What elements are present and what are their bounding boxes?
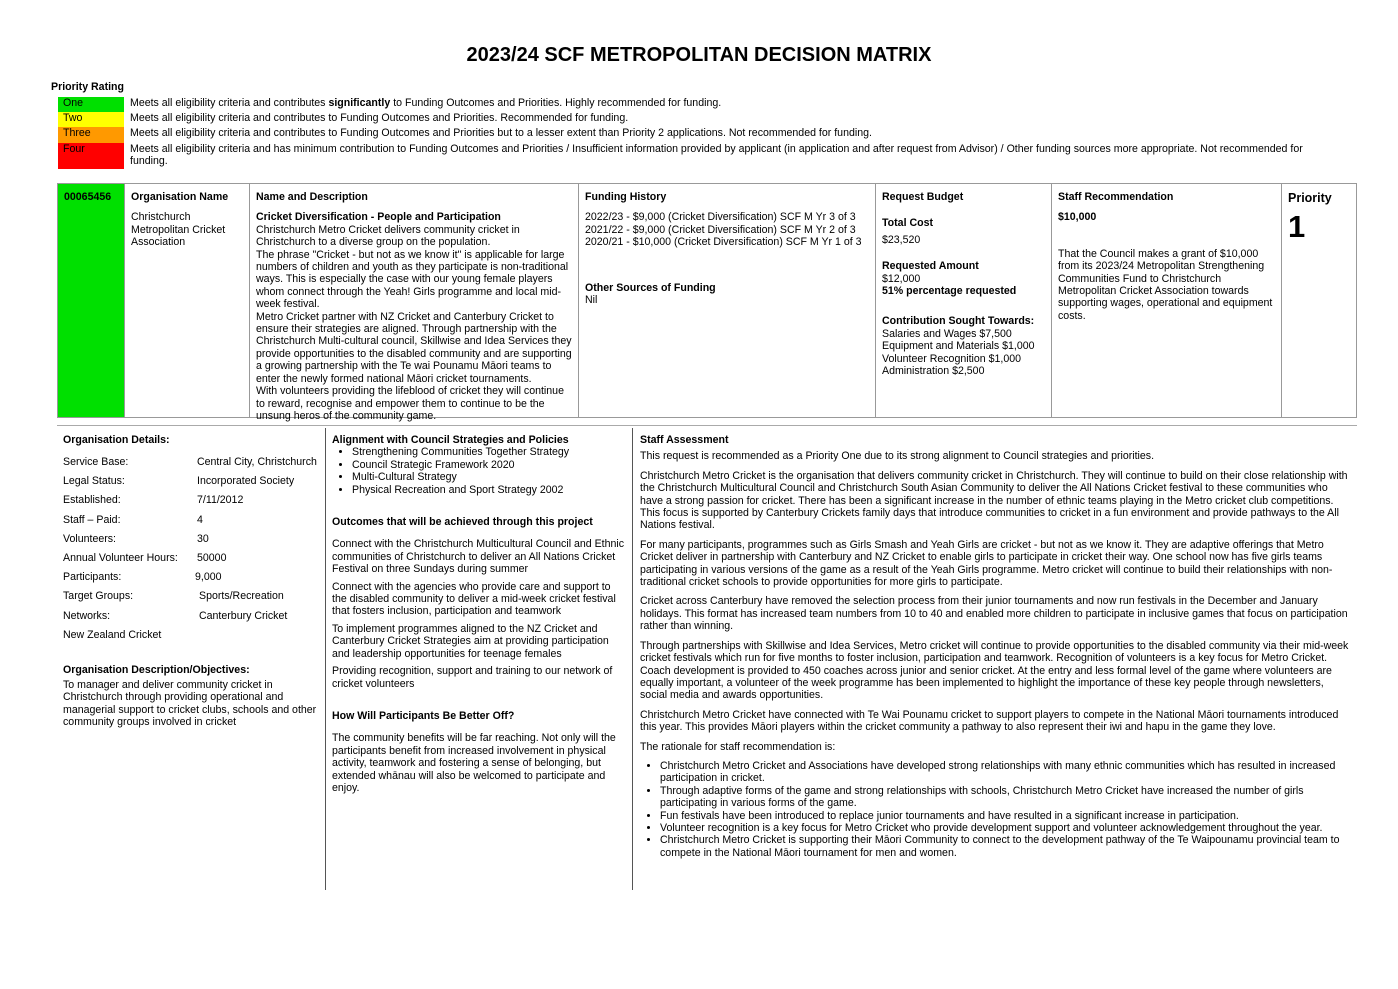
rationale-item: • Christchurch Metro Cricket and Associations have developed strong relationships with many ethnic communities which has resulted in increased participation in cricket.: [660, 760, 1352, 785]
org-detail-value: 30: [197, 532, 209, 545]
org-details-heading: Organisation Details:: [63, 434, 170, 446]
priority-text: Meets all eligibility criteria and contributes to Funding Outcomes and Priorities. Recommended for funding.: [130, 112, 629, 124]
application-id: 00065456: [64, 191, 112, 203]
org-description: To manager and deliver community cricket in Christchurch through providing operational and managerial support to cricket clubs, schools and other community groups involved in cricket: [63, 679, 317, 729]
staff-recommendation-text: That the Council makes a grant of $10,000 from its 2023/24 Metropolitan Strengthening Communities Fund to Christchurch Metropolitan Cricket Association towards supporting wages, operational and equipment costs.: [1058, 247, 1273, 322]
priority-header: Priority: [1288, 191, 1332, 205]
staff-recommendation-header: Staff Recommendation: [1058, 191, 1174, 203]
other-sources-value: Nil: [585, 294, 598, 307]
org-detail-label: Service Base:: [63, 456, 129, 468]
column-divider: [325, 428, 326, 890]
org-detail-value: 7/11/2012: [197, 494, 244, 507]
alignment-heading: Alignment with Council Strategies and Policies: [332, 434, 569, 446]
page-title: 2023/24 SCF METROPOLITAN DECISION MATRIX: [466, 44, 932, 66]
org-name-cell: [125, 184, 250, 417]
funding-history-cell: [579, 184, 876, 417]
org-description-heading: Organisation Description/Objectives:: [63, 664, 250, 676]
org-name-header: Organisation Name: [131, 191, 229, 203]
priority-rating-row: [58, 97, 1318, 112]
rationale-item: • Fun festivals have been introduced to replace junior tournaments and have resulted in a significant increase in participation.: [660, 810, 1352, 822]
strategy-list: [332, 446, 628, 496]
funding-history-header: Funding History: [585, 191, 667, 203]
contribution-item: Volunteer Recognition $1,000: [882, 352, 1022, 365]
org-detail-value: Central City, Christchurch: [197, 456, 317, 468]
priority-rating-heading: Priority Rating: [51, 81, 124, 93]
priority-swatch: Three: [58, 127, 124, 143]
outcome-item: Providing recognition, support and training to our network of cricket volunteers: [332, 665, 613, 690]
org-detail-value: Sports/Recreation: [199, 590, 284, 603]
outcomes-heading: Outcomes that will be achieved through this project: [332, 516, 593, 529]
priority-description: [124, 143, 1318, 169]
percentage-requested: 51% percentage requested: [882, 285, 1017, 298]
priority-cell: [1282, 184, 1356, 417]
strategy-item: • Physical Recreation and Sport Strategy 2002: [352, 484, 628, 496]
funding-history-entry: 2022/23 - $9,000 (Cricket Diversification) SCF M Yr 3 of 3: [585, 211, 856, 224]
networks-extra: New Zealand Cricket: [63, 629, 162, 641]
project-name: Cricket Diversification - People and Participation: [256, 211, 501, 224]
org-detail-label: Staff – Paid:: [63, 513, 121, 526]
staff-assessment-heading: Staff Assessment: [640, 434, 729, 446]
staff-recommendation-amount: $10,000: [1058, 211, 1097, 224]
strategy-item: • Strengthening Communities Together Strategy: [352, 446, 628, 458]
application-table: [57, 183, 1357, 422]
name-description-header: Name and Description: [256, 191, 368, 203]
requested-amount-label: Requested Amount: [882, 260, 979, 273]
org-detail-value: 4: [197, 513, 203, 526]
org-detail-value: Canterbury Cricket: [199, 609, 288, 622]
org-detail-label: Established:: [63, 494, 121, 507]
contribution-item: Administration $2,500: [882, 365, 985, 378]
priority-rating-row: [58, 112, 1318, 127]
org-detail-label: Participants:: [63, 571, 122, 584]
org-detail-value: 9,000: [195, 571, 222, 584]
outcome-item: Connect with the agencies who provide care and support to the disabled community to deliver a mid-week cricket festival that fosters inclusion, participation and teamwork: [332, 580, 616, 618]
staff-assessment-section: [640, 434, 1352, 859]
application-id-cell: [58, 184, 125, 417]
rationale-item: • Christchurch Metro Cricket is supporting their Māori Community to connect to the development pathway of the Te Waipounamu provincial team to compete in the National Māori tournament for men and women.: [660, 834, 1352, 859]
org-name: Christchurch Metropolitan Cricket Association: [131, 211, 226, 249]
outcome-item: To implement programmes aligned to the NZ Cricket and Canterbury Cricket Strategies aim at providing participation and leadership opportunities for teenage females: [332, 622, 609, 660]
priority-text-emphasis: significantly: [328, 97, 391, 109]
contribution-label: Contribution Sought Towards:: [882, 315, 1035, 328]
priority-description: [124, 97, 1318, 112]
priority-text: Meets all eligibility criteria and contributes: [130, 97, 329, 109]
total-cost-label: Total Cost: [882, 217, 934, 230]
assessment-paragraph: Cricket across Canterbury have removed the selection process from their junior tournaments and now run festivals in the December and January holidays. This format has increased team numbers from 10 to 40 and enabled more children to participate in inclusive games that focus on participation rather than winning.: [640, 595, 1348, 633]
assessment-paragraph: For many participants, programmes such as Girls Smash and Yeah Girls are cricket - but not as we know it. They are adaptive offerings that Metro Cricket deliver in partnership with Canterbury and NZ Cricket to enable girls to participate in cricket their way. One school now has five girls teams participating in various versions of the game as a result of the Yeah Girls programme. Metro cricket will continue to build their relationships with non-traditional cricket schools to provide opportunities for more girls to participate.: [640, 538, 1333, 589]
priority-swatch: Two: [58, 112, 124, 127]
priority-description: [124, 112, 1318, 127]
staff-recommendation-cell: [1052, 184, 1282, 417]
rationale-list: [640, 760, 1352, 859]
assessment-paragraph: Through partnerships with Skillwise and Idea Services, Metro cricket will continue to provide opportunities to the disabled community via their mid-week cricket festivals which run for five months to foster inclusion, participation and teamwork. Recognition of volunteers is a key focus for Metro Cricket. Coach development is provided to 450 coaches across junior and senior cricket. At the entry and less formal level of the game where volunteers are equally important, a volunteer of the week programme has been implemented to highlight the importance of these key people through newsletters, social media and awards opportunities.: [640, 639, 1349, 702]
rationale-item: • Through adaptive forms of the game and strong relationships with schools, Christchurch Metro Cricket have increased the number of girls participating in various forms of the game.: [660, 785, 1352, 810]
priority-text: Meets all eligibility criteria and has minimum contribution to Funding Outcomes and Priorities / Insufficient information provided by applicant (in application and after request from Advisor) / Other funding sources more appropriate. Not recommended for funding.: [130, 143, 1303, 168]
better-off-heading: How Will Participants Be Better Off?: [332, 709, 515, 722]
better-off-text: The community benefits will be far reaching. Not only will the participants benefit from increased involvement in physical activity, teamwork and fostering a sense of belonging, but extended whānau will also be welcomed to participate and enjoy.: [332, 732, 616, 794]
rationale-item: • Volunteer recognition is a key focus for Metro Cricket who provide development support and volunteer acknowledgement throughout the year.: [660, 822, 1352, 834]
strategy-item: • Council Strategic Framework 2020: [352, 459, 628, 471]
request-budget-cell: [876, 184, 1052, 417]
project-description: Christchurch Metro Cricket delivers community cricket in Christchurch to a diverse group on the population. The phrase "Cricket - but not as we know it" is applicable for large numbers of children and youth as they participate is non-traditional ways. This is especially the case with our young female players whom connect through the Yeah! Girls programme and local mid-week festival. Metro Cricket partner with NZ Cricket and Canterbury Cricket to ensure their strategies are aligned. Through partnership with the Christchurch Multi-cultural council, Skillwise and Idea Services they provide opportunities to the disabled community and are supporting a growing partnership with the Te wai Pounamu Māori teams to enter the newly formed national Māori cricket tournaments. With volunteers providing the lifeblood of cricket they will continue to reward, recognise and empower them to continue to be the unsung heros of the community game.: [256, 223, 572, 422]
funding-history-entry: 2021/22 - $9,000 (Cricket Diversification) SCF M Yr 2 of 3: [585, 223, 856, 236]
outcome-item: Connect with the Christchurch Multicultural Council and Ethnic communities of Christchurch to deliver an All Nations Cricket Festival on three Sundays during summer: [332, 538, 625, 576]
contribution-item: Salaries and Wages $7,500: [882, 327, 1012, 340]
assessment-paragraph: Christchurch Metro Cricket is the organisation that delivers community cricket in Christchurch. They will continue to build on their close relationship with the Christchurch Multicultural Council and Christchurch South Asian Community to deliver the All Nations Cricket festival to these communities who have a strong passion for cricket. There has been a significant increase in the number of ethnic teams playing in the Metro cricket club competitions. This focus is supported by Canterbury Crickets family days that introduce communities to cricket in a fun environment and provide pathways to the All Nations festival.: [640, 469, 1348, 532]
org-detail-value: 50000: [197, 552, 227, 564]
org-detail-label: Legal Status:: [63, 475, 125, 488]
alignment-section: [332, 434, 628, 794]
contribution-item: Equipment and Materials $1,000: [882, 340, 1035, 353]
section-divider: [57, 425, 1357, 426]
total-cost-value: $23,520: [882, 233, 921, 246]
strategy-item: • Multi-Cultural Strategy: [352, 471, 628, 483]
name-description-cell: [250, 184, 579, 422]
assessment-paragraph: Christchurch Metro Cricket have connected with Te Wai Pounamu cricket to support players to compete in the National Māori tournaments introduced this year. This provides Māori players within the cricket community a pathway to also represent their iwi and hapu in the game they love.: [640, 708, 1339, 734]
org-detail-label: Networks:: [63, 609, 111, 622]
priority-swatch: Four: [58, 143, 124, 169]
priority-swatch: One: [58, 97, 124, 112]
priority-text: to Funding Outcomes and Priorities. Highly recommended for funding.: [390, 97, 722, 109]
request-budget-header: Request Budget: [882, 191, 964, 203]
funding-history-entry: 2020/21 - $10,000 (Cricket Diversification) SCF M Yr 1 of 3: [585, 236, 862, 249]
requested-amount-value: $12,000: [882, 272, 921, 285]
other-sources-header: Other Sources of Funding: [585, 281, 716, 294]
rationale-intro: The rationale for staff recommendation is:: [640, 740, 836, 753]
priority-rating-row: [58, 143, 1318, 169]
org-detail-label: Target Groups:: [63, 590, 134, 603]
assessment-paragraph: This request is recommended as a Priority One due to its strong alignment to Council strategies and priorities.: [640, 450, 1155, 463]
priority-description: [124, 127, 1318, 143]
priority-rating-row: [58, 127, 1318, 143]
priority-value: 1: [1288, 209, 1306, 244]
org-detail-label: Annual Volunteer Hours:: [63, 552, 178, 564]
org-detail-label: Volunteers:: [63, 532, 117, 545]
priority-text: Meets all eligibility criteria and contributes to Funding Outcomes and Priorities but to a lesser extent than Priority 2 applications. Not recommended for funding.: [130, 127, 872, 139]
org-detail-value: Incorporated Society: [197, 475, 295, 488]
column-divider: [632, 428, 633, 890]
